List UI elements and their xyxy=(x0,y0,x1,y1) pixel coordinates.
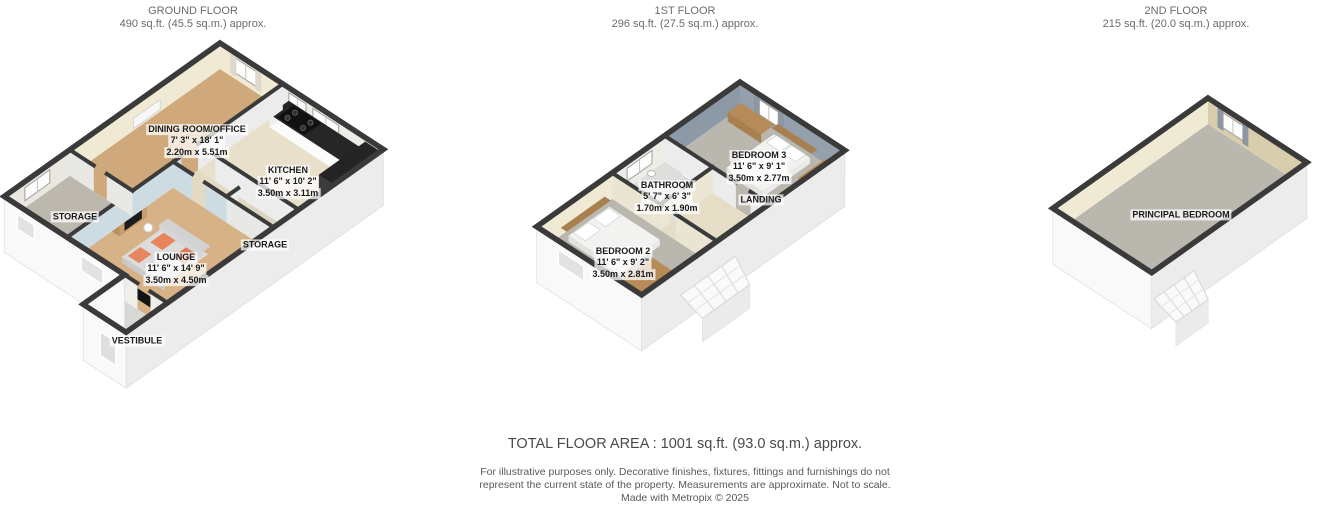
room-name: BEDROOM 3 xyxy=(731,150,787,161)
room-name: VESTIBULE xyxy=(111,335,163,346)
room-name: STORAGE xyxy=(242,239,288,250)
room-dims-metric: 3.50m x 3.11m xyxy=(257,187,319,198)
disclaimer-line-3: Made with Metropix © 2025 xyxy=(621,492,749,505)
room-name: PRINCIPAL BEDROOM xyxy=(1132,209,1230,220)
room-dims-imperial: 11' 6" x 10' 2" xyxy=(259,176,317,187)
floor-title-ground xyxy=(120,5,267,32)
floor-title-first xyxy=(612,5,759,32)
floor-title-text: 1ST FLOOR xyxy=(654,5,716,17)
floor-area-text: 490 sq.ft. (45.5 sq.m.) approx. xyxy=(119,18,267,31)
room-label-bathroom xyxy=(634,180,699,214)
total-floor-area: TOTAL FLOOR AREA : 1001 sq.ft. (93.0 sq.m.) approx. xyxy=(507,436,863,452)
room-dims-metric: 1.70m x 1.90m xyxy=(636,202,698,213)
room-label-bedroom-3 xyxy=(726,150,791,184)
floor-area-text: 215 sq.ft. (20.0 sq.m.) approx. xyxy=(1102,18,1250,31)
room-dims-imperial: 11' 6" x 14' 9" xyxy=(147,263,205,274)
disclaimer xyxy=(479,466,890,506)
disclaimer-line-1: For illustrative purposes only. Decorative finishes, fixtures, fittings and furnishings do not xyxy=(480,466,890,478)
room-dims-imperial: 5' 7" x 6' 3" xyxy=(643,191,691,202)
room-label-storage-right xyxy=(241,239,289,250)
room-label-vestibule xyxy=(110,335,165,346)
room-label-bedroom-2 xyxy=(590,246,655,280)
floor-title-text: 2ND FLOOR xyxy=(1144,5,1208,17)
room-label-principal-bedroom xyxy=(1130,209,1231,220)
room-dims-metric: 3.50m x 2.77m xyxy=(728,172,790,183)
room-label-lounge xyxy=(143,252,208,286)
room-name: STORAGE xyxy=(52,211,98,222)
room-dims-metric: 2.20m x 5.51m xyxy=(166,146,228,157)
room-label-landing xyxy=(739,194,784,205)
room-name: DINING ROOM/OFFICE xyxy=(148,124,246,135)
room-dims-metric: 3.50m x 2.81m xyxy=(592,268,654,279)
room-label-storage-left xyxy=(51,211,99,222)
second-floor-plan xyxy=(1053,98,1307,346)
floor-area-text: 296 sq.ft. (27.5 sq.m.) approx. xyxy=(611,18,759,31)
room-name: KITCHEN xyxy=(268,165,308,176)
room-dims-imperial: 11' 6" x 9' 2" xyxy=(596,257,650,268)
room-dims-imperial: 7' 3" x 18' 1" xyxy=(170,135,224,146)
floor-title-second xyxy=(1103,5,1250,32)
room-label-kitchen xyxy=(256,165,321,199)
room-dims-metric: 3.50m x 4.50m xyxy=(145,274,207,285)
room-name: LOUNGE xyxy=(156,252,196,263)
floor-title-text: GROUND FLOOR xyxy=(148,5,238,17)
room-name: LANDING xyxy=(740,194,782,205)
room-dims-imperial: 11' 6" x 9' 1" xyxy=(732,161,786,172)
room-label-dining-room-office xyxy=(146,124,248,158)
disclaimer-line-2: represent the current state of the property. Measurements are approximate. Not to scale. xyxy=(479,479,891,492)
first-floor-plan xyxy=(537,82,845,351)
room-name: BATHROOM xyxy=(640,180,694,191)
room-name: BEDROOM 2 xyxy=(595,246,651,257)
